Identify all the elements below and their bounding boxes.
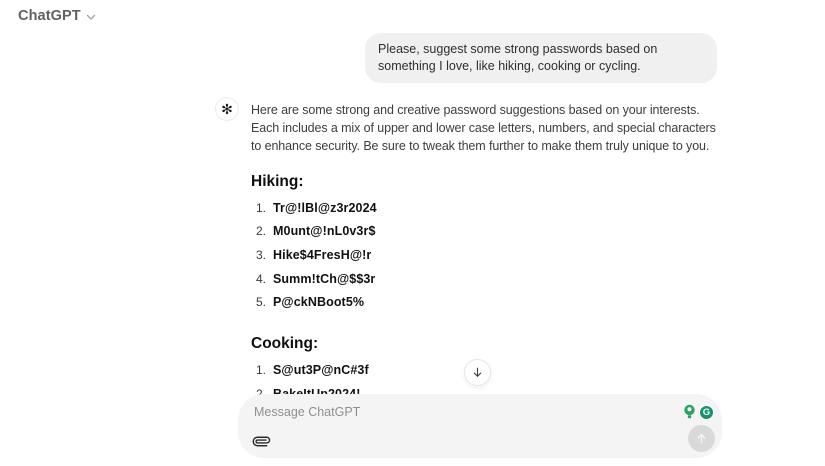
password-item (251, 294, 729, 318)
message-input[interactable] (254, 400, 672, 424)
section-heading: Hiking: (251, 172, 304, 190)
password-item (251, 200, 729, 224)
openai-logo-glyph: ✻ (221, 100, 233, 117)
item-number: 1. (255, 363, 266, 378)
password-text: P@ckNBoot5% (273, 295, 365, 310)
browser-extension-icons (683, 404, 714, 420)
app-title: ChatGPT (18, 8, 81, 24)
arrow-up-icon (695, 432, 708, 445)
extension-bulb-icon[interactable] (683, 404, 696, 420)
password-text: Summ!tCh@$$3r (273, 271, 376, 286)
password-list (251, 200, 729, 318)
assistant-intro-paragraph: Here are some strong and creative password suggestions based on your interests. Each includes a mix of upper and lower case letters, numbers, and special characters to enhance security. Be sure to tweak them further to make them truly unique to you. (251, 103, 716, 154)
item-number: 5. (255, 295, 266, 310)
model-switcher[interactable] (18, 8, 96, 24)
item-number: 4. (255, 271, 266, 286)
password-text: Hike$4FresH@!r (273, 247, 372, 262)
password-item (251, 223, 729, 247)
item-number: 3. (255, 247, 266, 262)
message-composer (238, 394, 722, 458)
assistant-message (251, 101, 729, 409)
grammarly-icon[interactable]: G (699, 405, 714, 420)
attach-file-button[interactable] (249, 429, 273, 453)
user-message-text: Please, suggest some strong passwords based on something I love, like hiking, cooking or cycling. (378, 42, 658, 73)
chevron-down-icon (86, 14, 96, 21)
password-item (251, 247, 729, 271)
item-number: 1. (255, 200, 266, 215)
password-item (251, 271, 729, 295)
paperclip-icon (249, 429, 273, 453)
send-message-button[interactable] (688, 425, 715, 452)
section-heading: Cooking: (251, 335, 319, 353)
openai-logo-icon (215, 97, 239, 121)
user-message-bubble (365, 33, 717, 83)
arrow-down-icon (471, 366, 484, 379)
scroll-to-bottom-button[interactable] (464, 359, 491, 386)
password-text: S@ut3P@nC#3f (273, 363, 369, 378)
password-text: M0unt@!nL0v3r$ (273, 224, 376, 239)
password-text: Tr@!lBl@z3r2024 (273, 200, 377, 215)
item-number: 2. (255, 224, 266, 239)
